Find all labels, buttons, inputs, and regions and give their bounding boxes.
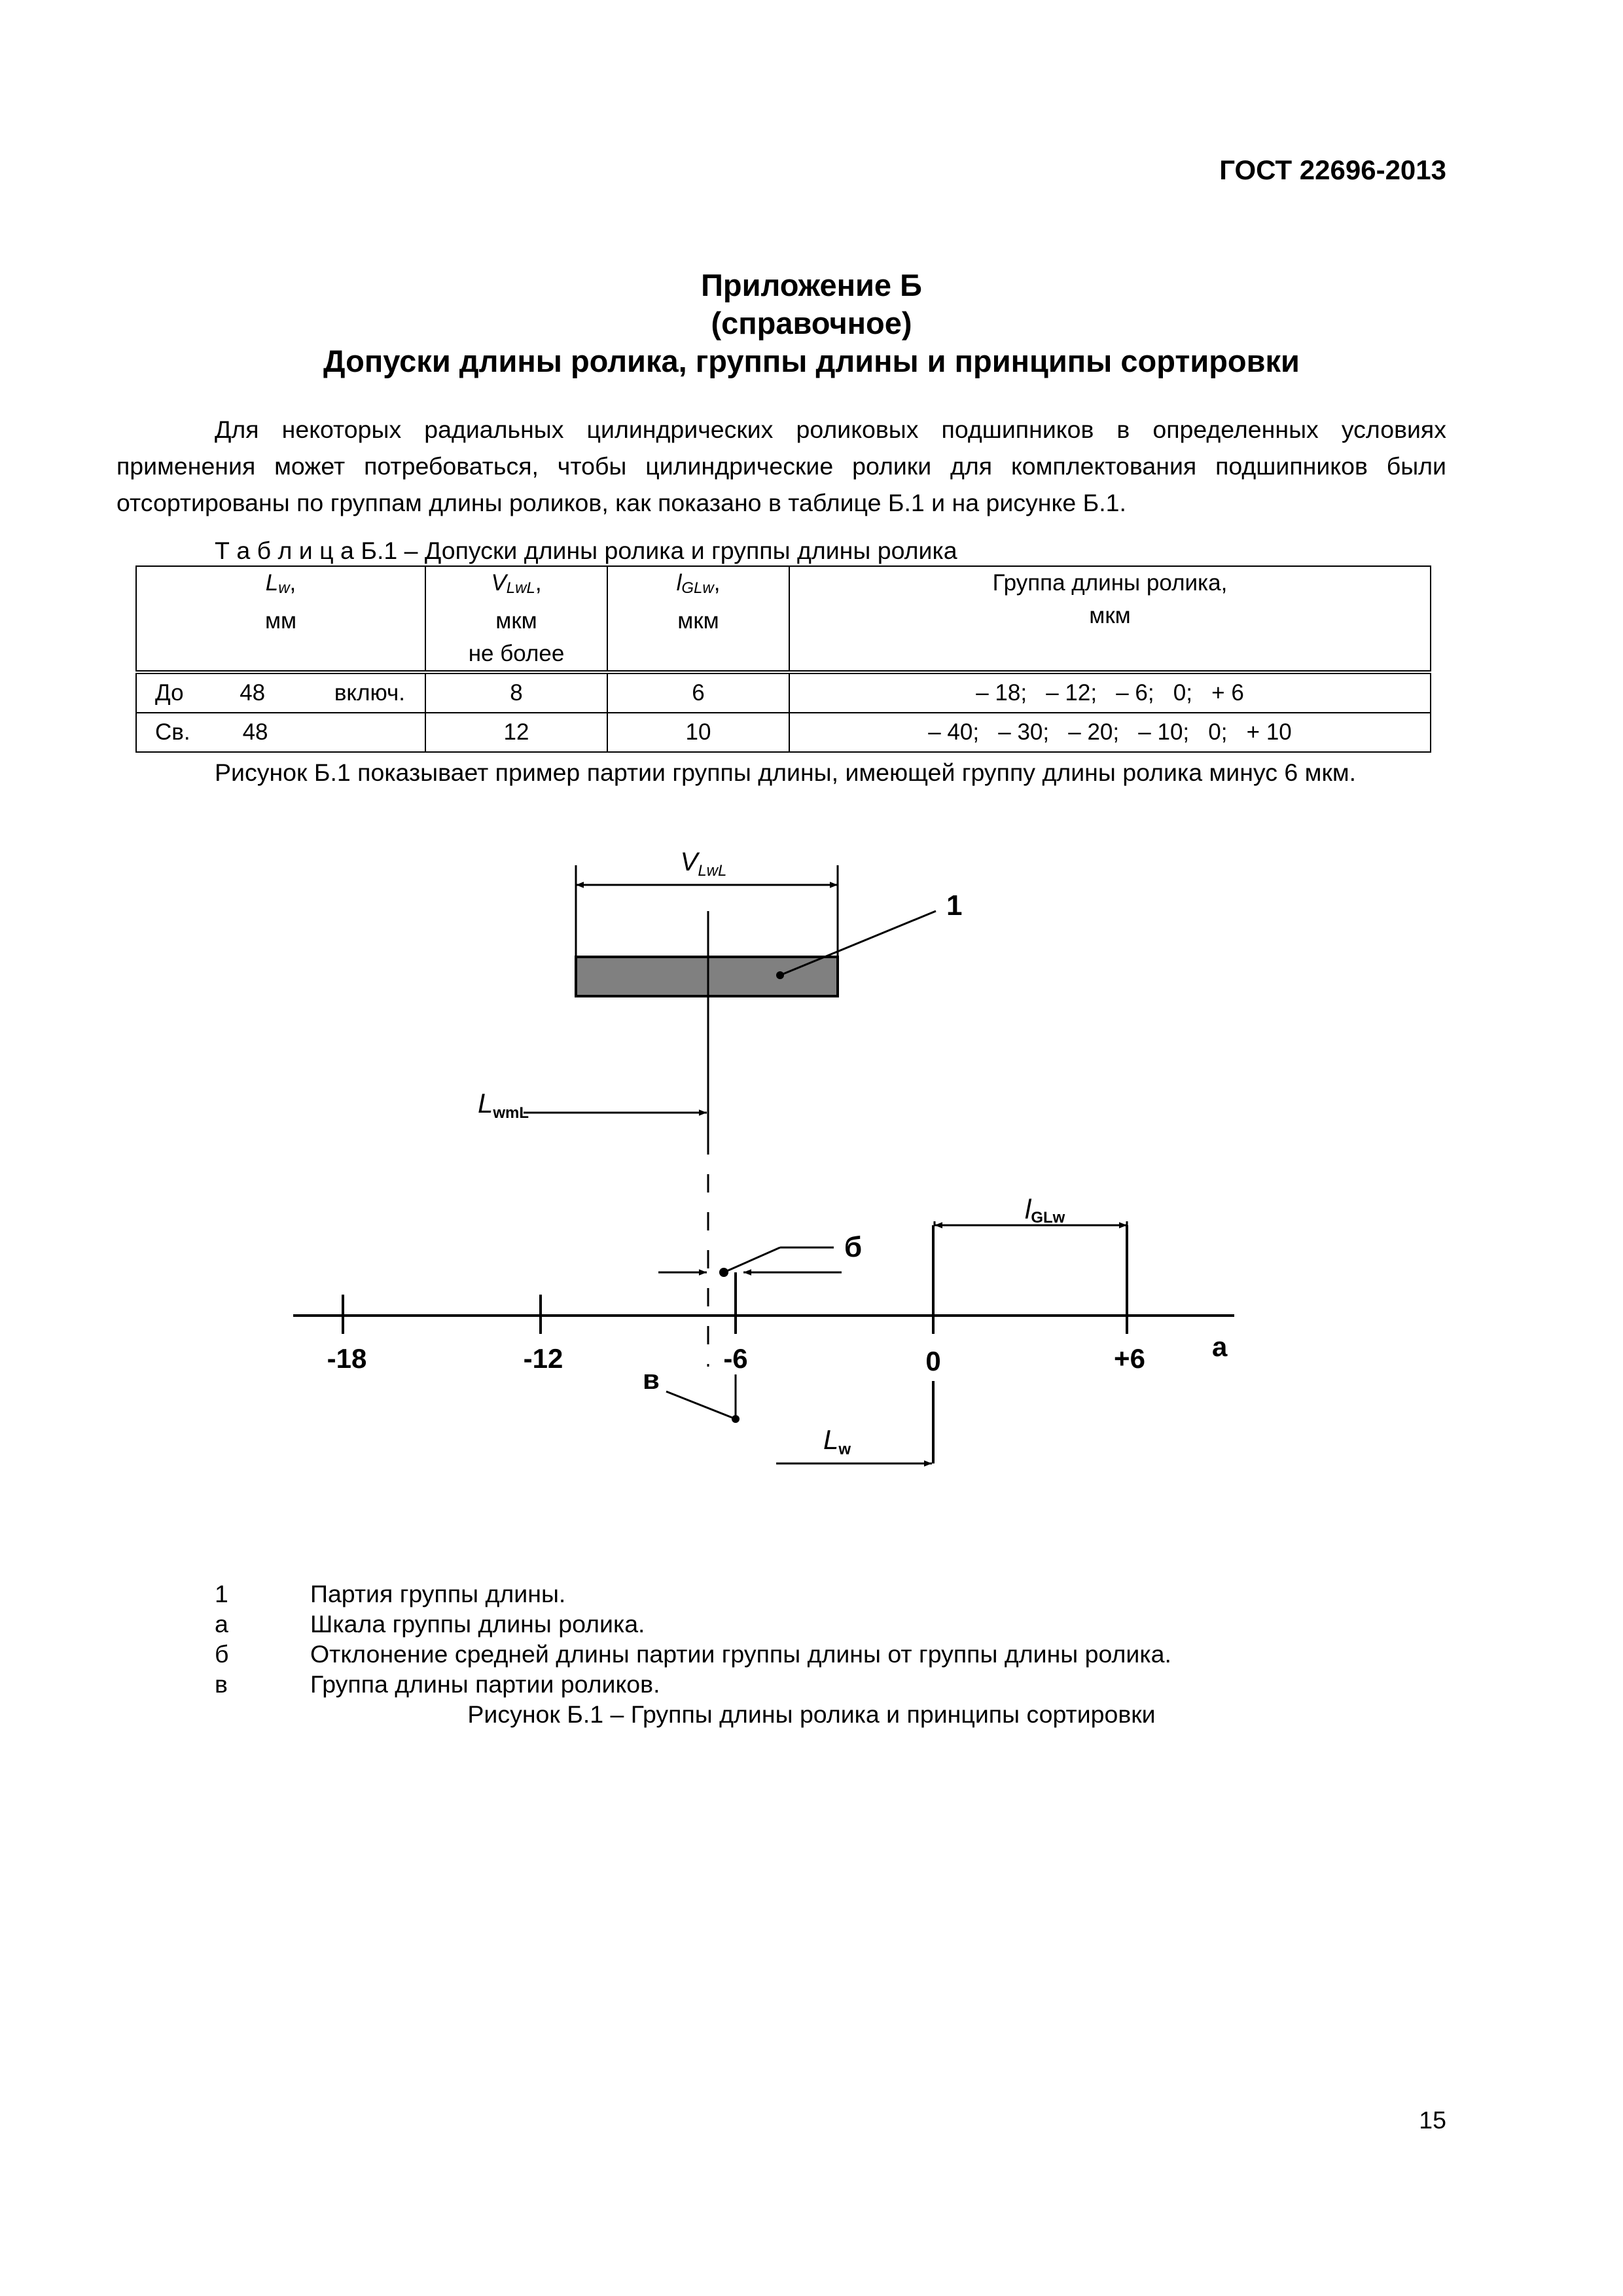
row-lw-range: До 48 включ.	[136, 672, 425, 713]
figure-caption: Рисунок Б.1 – Группы длины ролика и принципы сортировки	[467, 1700, 1156, 1728]
row-lglw: 10	[607, 713, 789, 752]
figure-legend	[215, 1579, 1171, 1699]
callout-a: а	[1212, 1331, 1228, 1362]
row-groups: – 40; – 30; – 20; – 10; 0; + 10	[789, 713, 1431, 752]
callout-1: 1	[946, 889, 963, 922]
legend-item: а Шкала группы длины ролика.	[215, 1610, 645, 1638]
callout-v: в	[643, 1364, 660, 1395]
callout-b-leader	[724, 1247, 780, 1272]
intro-text: Для некоторых радиальных цилиндрических роликовых подшипников в определенных условиях применения может потребоваться, чтобы цилиндрические ролики для комплектования подшипников были отсортированы по группам длины роликов, как показано в таблице Б.1 и на рисунке Б.1.	[116, 416, 1446, 516]
legend-item: в Группа длины партии роликов.	[215, 1670, 660, 1698]
appendix-status: (справочное)	[711, 306, 912, 340]
header-lw: Lw, мм	[136, 566, 425, 672]
tick-label: -18	[327, 1343, 367, 1374]
legend-item: б Отклонение средней длины партии группы длины от группы длины ролика.	[215, 1640, 1171, 1668]
label-lw: Lw	[823, 1424, 851, 1458]
tick-label: -12	[523, 1343, 563, 1374]
label-lwml: LwmL	[478, 1088, 529, 1122]
label-vlwl: $V_{LwL}$	[680, 848, 727, 880]
tick-label: 0	[925, 1346, 941, 1376]
header-lglw: lGLw, мкм	[607, 566, 789, 672]
appendix-title: Приложение Б	[701, 268, 922, 302]
standard-number: ГОСТ 22696-2013	[1219, 154, 1446, 185]
table-caption: Т а б л и ц а Б.1 – Допуски длины ролика и группы длины ролика	[215, 537, 957, 564]
row-vlwl: 12	[425, 713, 607, 752]
appendix-heading: Допуски длины ролика, группы длины и принципы сортировки	[323, 344, 1300, 378]
figure-intro-text: Рисунок Б.1 показывает пример партии группы длины, имеющей группу длины ролика минус 6 мкм.	[215, 759, 1357, 786]
row-lw-range: Св. 48	[136, 713, 425, 752]
tick-label: -6	[723, 1343, 748, 1374]
length-group-lot-bar	[576, 957, 838, 996]
callout-1-dot	[776, 971, 784, 979]
label-lglw: lGLw	[1025, 1194, 1065, 1227]
row-groups: – 18; – 12; – 6; 0; + 6	[789, 672, 1431, 713]
tick-label: +6	[1114, 1343, 1145, 1374]
callout-v-leader	[666, 1391, 736, 1419]
callout-1-leader	[780, 911, 936, 975]
header-groups: Группа длины ролика, мкм	[789, 566, 1431, 672]
row-vlwl: 8	[425, 672, 607, 713]
row-lglw: 6	[607, 672, 789, 713]
header-vlwl: VLwL, мкм не более	[425, 566, 607, 672]
legend-item: 1 Партия группы длины.	[215, 1580, 566, 1607]
page-number: 15	[1419, 2106, 1446, 2134]
callout-b: б	[844, 1231, 863, 1263]
